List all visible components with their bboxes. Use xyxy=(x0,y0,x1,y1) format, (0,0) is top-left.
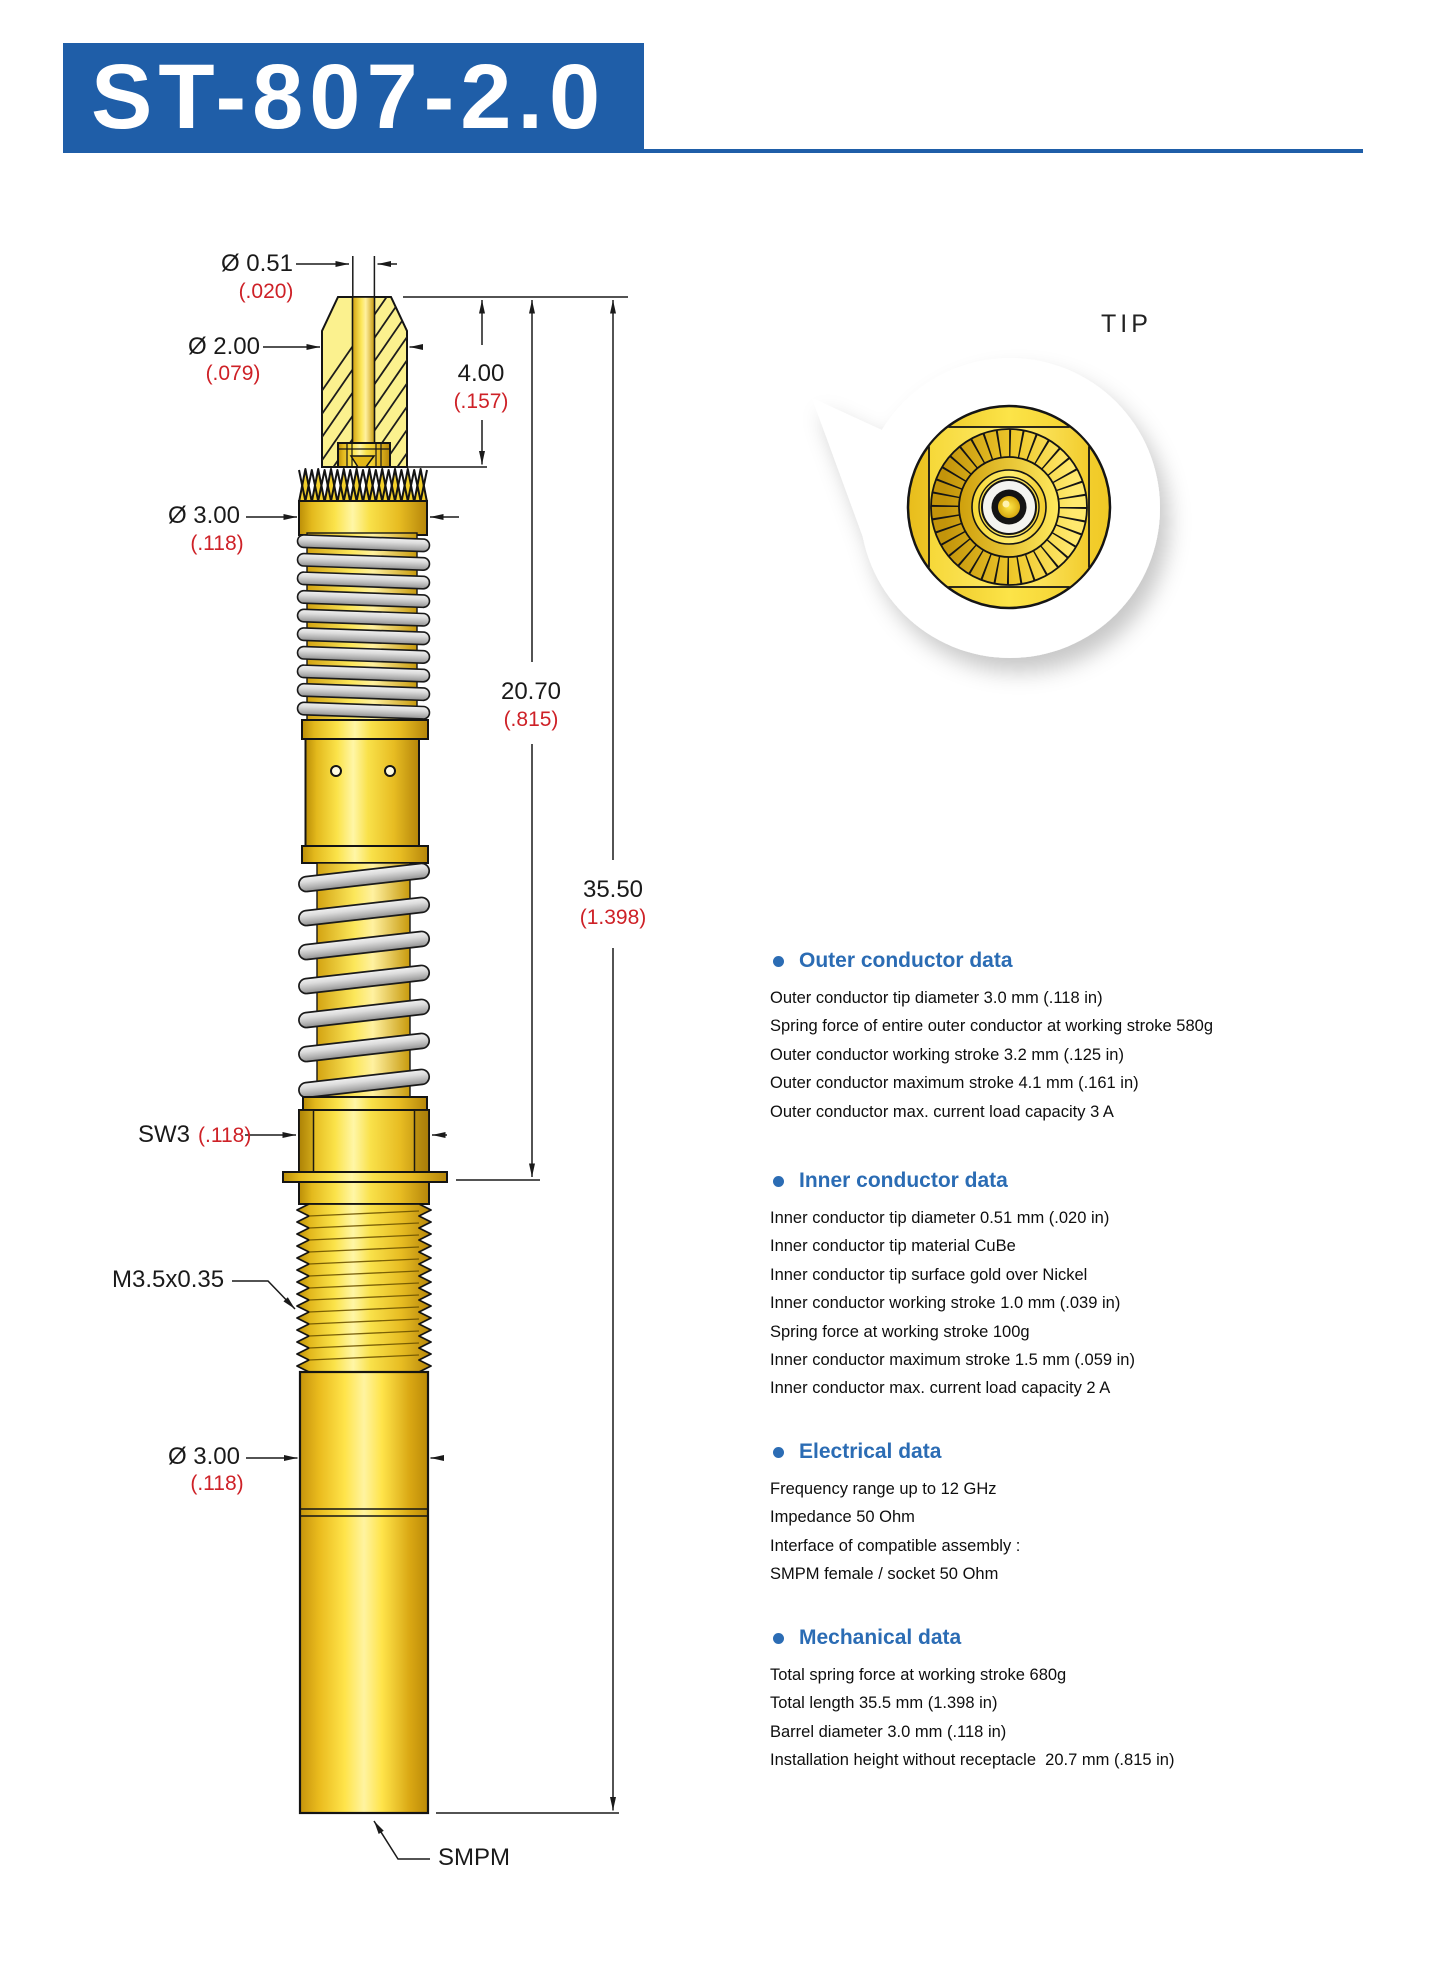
crown-serration-group xyxy=(299,469,427,535)
spec-line: Inner conductor tip diameter 0.51 mm (.020 in) xyxy=(770,1209,1110,1227)
section-heading xyxy=(770,1166,1430,1196)
spec-line: Inner conductor maximum stroke 1.5 mm (.059 in) xyxy=(770,1351,1135,1370)
thread-leader-line xyxy=(232,1281,295,1309)
page-title: ST-807-2.0 xyxy=(91,46,607,148)
spec-line: Outer conductor tip diameter 3.0 mm (.118 in) xyxy=(770,989,1103,1007)
dim-crown-diameter-label: Ø 3.00 xyxy=(167,502,240,529)
tip-detail-label: TIP xyxy=(1101,310,1152,338)
section-heading-text: Electrical data xyxy=(799,1440,942,1463)
dimension-lines xyxy=(232,256,628,1859)
bullet-icon xyxy=(773,1176,784,1187)
section-heading-text: Inner conductor data xyxy=(799,1169,1008,1192)
spec-line: Inner conductor tip material CuBe xyxy=(770,1237,1016,1256)
section-heading xyxy=(770,946,1430,976)
dim-hex-inch: (.118) xyxy=(198,1124,252,1147)
spec-line: Total length 35.5 mm (1.398 in) xyxy=(770,1694,998,1713)
hex-flange-group xyxy=(283,1097,447,1204)
spec-line: Inner conductor max. current load capacity 2 A xyxy=(770,1379,1111,1398)
spec-line: Outer conductor working stroke 3.2 mm (.125 in) xyxy=(770,1045,1124,1064)
spec-line: Impedance 50 Ohm xyxy=(770,1508,915,1527)
spec-line: Inner conductor tip surface gold over Nickel xyxy=(770,1265,1088,1284)
spec-line: Installation height without receptacle 20.7 mm (.815 in) xyxy=(770,1751,1175,1770)
spec-line: Barrel diameter 3.0 mm (.118 in) xyxy=(770,1722,1007,1741)
section-heading-text: Outer conductor data xyxy=(799,949,1013,972)
spec-line: Spring force of entire outer conductor at working stroke 580g xyxy=(770,1017,1213,1036)
section-heading xyxy=(770,1623,1430,1653)
thread-group xyxy=(297,1204,431,1372)
dim-crown-diameter-inch: (.118) xyxy=(190,532,244,555)
bottom-barrel-group xyxy=(300,1372,428,1813)
mount-flange xyxy=(283,1172,447,1182)
inner-conductor-strip xyxy=(353,297,375,443)
dim-tip-outer-diameter-label: Ø 2.00 xyxy=(187,333,260,360)
crown-band xyxy=(299,501,427,535)
spec-line: Outer conductor maximum stroke 4.1 mm (.161 in) xyxy=(770,1074,1139,1093)
upper-spring-group xyxy=(297,533,429,723)
bullet-icon xyxy=(773,1447,784,1458)
smpm-leader-line xyxy=(374,1821,430,1859)
dim-tip-length-inch: (.157) xyxy=(453,390,509,413)
spec-line: Interface of compatible assembly : xyxy=(770,1536,1021,1555)
spec-line: Outer conductor max. current load capacity 3 A xyxy=(770,1102,1114,1121)
dim-install-height-inch: (.815) xyxy=(503,708,559,731)
interface-smpm-label: SMPM xyxy=(438,1844,510,1871)
barrel-hole xyxy=(385,766,395,776)
section-inner-conductor xyxy=(770,1166,1430,1403)
hex-sw3 xyxy=(299,1110,429,1172)
tip-face-view xyxy=(908,406,1110,608)
dim-tip-length-label: 4.00 xyxy=(457,360,505,387)
barrel-hole xyxy=(331,766,341,776)
bullet-icon xyxy=(773,1633,784,1644)
dim-tip-outer-diameter-inch: (.079) xyxy=(205,362,261,385)
dim-total-length-inch: (1.398) xyxy=(579,906,647,929)
mid-barrel-group xyxy=(302,720,428,863)
dim-install-height-label: 20.70 xyxy=(500,678,562,705)
spec-line: Total spring force at working stroke 680g xyxy=(770,1666,1067,1684)
section-mechanical xyxy=(770,1623,1430,1775)
section-heading-text: Mechanical data xyxy=(799,1626,962,1649)
tip-detail-balloon xyxy=(812,358,1160,658)
spec-line: Spring force at working stroke 100g xyxy=(770,1322,1030,1341)
bullet-icon xyxy=(773,956,784,967)
lower-spring-group xyxy=(298,863,430,1099)
spec-line: Frequency range up to 12 GHz xyxy=(770,1480,997,1498)
dim-total-length-label: 35.50 xyxy=(582,876,644,903)
dim-tip-inner-diameter-inch: (.020) xyxy=(238,280,294,303)
section-electrical xyxy=(770,1437,1430,1589)
spec-line: SMPM female / socket 50 Ohm xyxy=(770,1565,999,1584)
dim-barrel-diameter-inch: (.118) xyxy=(190,1472,244,1495)
dim-tip-inner-diameter-label: Ø 0.51 xyxy=(220,250,293,277)
dim-hex-label-row xyxy=(138,1121,251,1149)
spec-line: Inner conductor working stroke 1.0 mm (.039 in) xyxy=(770,1294,1121,1313)
dim-barrel-diameter-label: Ø 3.00 xyxy=(167,1443,240,1470)
section-outer-conductor xyxy=(770,946,1430,1126)
dim-thread-label: M3.5x0.35 xyxy=(112,1266,225,1293)
dim-hex-label: SW3 xyxy=(138,1121,191,1148)
section-heading xyxy=(770,1437,1430,1467)
